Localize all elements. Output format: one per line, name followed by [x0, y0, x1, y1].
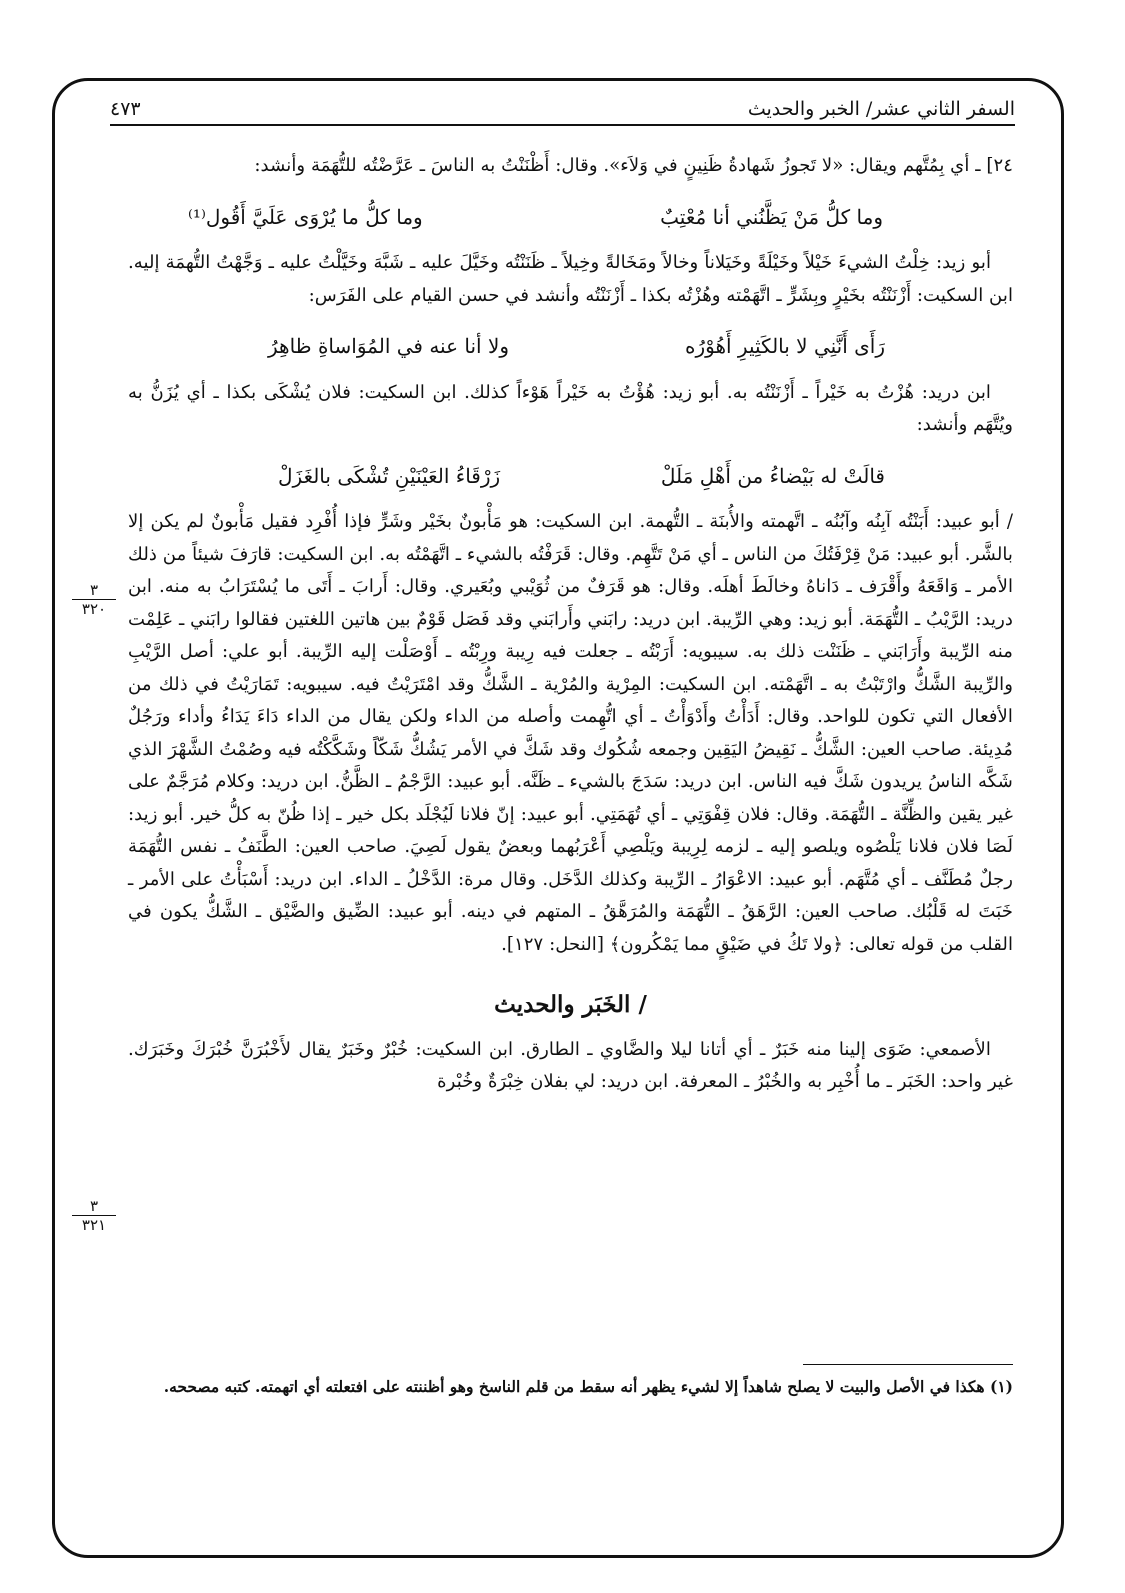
- verse-1: [128, 187, 1013, 248]
- footnote-1: (١) هكذا في الأصل والبيت لا يصلح شاهداً إلا لشيء يظهر أنه سقط من قلم الناسخ وهو أظننته على افتعلته أي اتهمته. كتبه مصححه.: [163, 1377, 1013, 1396]
- verse-1-second-hemistich: وما كلُّ ما يُرْوَى عَلَيَّ أَقُول⁽¹⁾: [188, 204, 423, 229]
- verse-2-second-hemistich: ولا أنا عنه في المُوَاساةِ ظاهِرُ: [268, 334, 510, 358]
- verse-3-second-hemistich: زَرْقَاءُ العَيْنَيْنِ تُشْكَى بالغَزَلْ: [278, 463, 501, 488]
- page-number: ٤٧٣: [110, 98, 141, 120]
- paragraph-3: ابن دريد: هُزْتُ به خَيْراً ـ أَزْنَنْتُه به. أبو زيد: هُؤْتُ به خَيْراً هَوْءاً كذلك. ابن السكيت: فلان يُشْكَى بكذا ـ أي يُزَنُّ به ويُتَّهَم وأنشد:: [128, 381, 1013, 435]
- margin-reference-page: ٣٢١: [81, 1216, 107, 1234]
- margin-reference-321: [72, 1198, 116, 1233]
- paragraph-5: الأصمعي: ضَوَى إلينا منه خَبَرٌ ـ أي أتانا ليلا والضَّاوي ـ الطارق. ابن السكيت: خُبْرٌ وخَبَرٌ يقال لأَخْبُرَنَّ خُبْرَكَ وخَبَرَك. غير واحد: الخَبَر ـ ما أُخْبِر به والخُبْرُ ـ المعرفة. ابن دريد: لي بفلان خِبْرَةٌ وخُبْرة: [128, 1038, 1013, 1092]
- margin-reference-page: ٣٢٠: [81, 600, 107, 618]
- verse-2: [128, 316, 1013, 377]
- footnote-divider: [803, 1364, 1013, 1365]
- verse-3: [128, 446, 1013, 507]
- section-title: / الخَبَر والحديث: [494, 991, 647, 1018]
- margin-reference-320: [72, 582, 116, 617]
- margin-reference-volume: ٣: [72, 1198, 116, 1216]
- paragraph-4: / أبو عبيد: أَبَنْتُه آبِنُه وآبُنُه ـ اتَّهمته والأُبنَة ـ التُّهمة. ابن السكيت: هو مَأْبونٌ بخَيْر وشَرٍّ فإذا أُفْرِد فقيل مَأْبونٌ لم يكن إلا بالشَّر. أبو عبيد: مَنْ قِرْفَتُكَ من الناس ـ أي مَنْ تَتَّهِم. وقال: قَرَفْتُه بالشيء ـ اتَّهَمْتُه به. ابن السكيت: قارَفَ شيئاً من ذلك الأمر ـ وَاقَعَهُ وأَقْرَف ـ دَاناهُ وخالَطَ أهلَه. وقال: هو قَرَفٌ من ثُوَيْبي وبُعَيري. وقال: أَرابَ ـ أَتَى ما يُسْتَرَابُ به منه. ابن دريد: الرَّيْبُ ـ التُّهَمَة. أبو زيد: وهي الرِّيبة. ابن دريد: رابَني وأَرابَني وقد فَصَل قَوْمٌ بين هاتين اللغتين فقالوا رابَني ـ عَلِمْت منه الرِّيبة وأَرَابَني ـ ظَنَنْت ذلك به. سيبويه: أَرَبْتُه ـ جعلت فيه رِيبة ورِبْتُه ـ أَوْصَلْت إليه الرِّيبة. أبو علي: أصل الرَّيْبِ والرِّيبة الشَّكُّ وارْتَبْتُ به ـ اتَّهَمْته. ابن السكيت: المِرْية والمُرْية ـ الشَّكُّ وقد امْتَرَيْتُ فيه. سيبويه: تَمَارَيْتُ في ذلك من الأفعال التي تكون للواحد. وقال: أَدَأْتُ وأَدْوَأْتُ ـ أي اتُّهِمت وأصله من الداء ولكن يقال من الداء دَاءَ يَدَاءُ وأداء ورَجُلٌ مُدِيئة. صاحب العين: الشَّكُّ ـ نَقِيضُ اليَقِين وجمعه شُكُوك وقد شَكَّ في الأمر يَشُكُّ شَكّاً وشَكَّكْتُه فيه وصُمْتُ الشَّهْرَ الذي شَكَّه الناسُ يريدون شَكَّ فيه الناس. ابن دريد: سَدَجَ بالشيء ـ ظَنَّه. أبو عبيد: الرَّجْمُ ـ الظَّنُّ. ابن دريد: وكلام مُرَجَّمٌ على غير يقين والظِّنَّة ـ التُّهَمَة. وقال: فلان قِفْوَتِي ـ أي تُهَمَتِي. أبو عبيد: إنّ فلانا لَيُجْلَد بكل خير ـ إذا ظُنّ به كلُّ خير. أبو زيد: لَصَا فلان فلانا يَلْصُوه ويلصو إليه ـ لزمه لِرِيبة ويَلْصِي أَعْرَبُهما وبعضٌ يقول لَصِيَ. صاحب العين: الطَّنَفُ ـ نفس التُّهَمَة رجلٌ مُطَنَّف ـ أي مُتَّهَم. أبو عبيد: الاعْوَارُ ـ الرِّيبة وكذلك الدَّخَل. وقال مرة: الدَّخْلُ ـ الداء. ابن دريد: أَسْبَأْتُ على الأمر ـ خَبَتَ له قَلْبُك. صاحب العين: الرَّهَقُ ـ التُّهَمَة والمُرَهَّقُ ـ المتهم في دينه. أبو عبيد: الضِّيق والضَّيْق ـ الشَّكُّ يكون في القلب من قوله تعالى: ﴿ولا تَكُ في ضَيْقٍ مما يَمْكُرون﴾ [النحل: ١٢٧].: [128, 511, 1013, 955]
- verse-2-first-hemistich: رَأَى أَنَّنِي لا بالكَثِيرِ أَهُوْرُه: [684, 334, 885, 358]
- verse-3-first-hemistich: قالَتْ له بَيْضاءُ من أَهْلِ مَلَلْ: [660, 463, 885, 488]
- running-header: [110, 92, 1015, 126]
- paragraph-2: أبو زيد: خِلْتُ الشيءَ خَيْلاً وخَيْلَةً وخَيَلاناً وخالاً ومَخَالةً وخِيلاً ـ ظَنَنْتُه وخَيَّلَ عليه ـ شَبَّهَ وخَيَّلْتُ عليه ـ وَجَّهْتُ التُّهمَة إليه. ابن السكيت: أَزْنَنْتُه بخَيْرٍ وبِشَرٍّ ـ اتَّهَمْته وهُزْتُه بكذا ـ أَزْنَنْتُه وأنشد في حسن القيام على الفَرَس:: [128, 252, 1013, 306]
- main-text: [128, 150, 1013, 1103]
- paragraph-1: ٢٤] ـ أي بِمُتَّهم ويقال: «لا تَجوزُ شَهادةُ ظَنِينٍ في وَلاَء». وقال: أَظْنَنْتُ به الناسَ ـ عَرَّضْتُه للتُّهَمَة وأنشد:: [254, 155, 1013, 176]
- margin-reference-volume: ٣: [72, 582, 116, 600]
- verse-1-first-hemistich: وما كلُّ مَنْ يَظَّنُني أنا مُعْتِبٌ: [660, 204, 883, 229]
- header-title: السفر الثاني عشر/ الخبر والحديث: [747, 98, 1015, 120]
